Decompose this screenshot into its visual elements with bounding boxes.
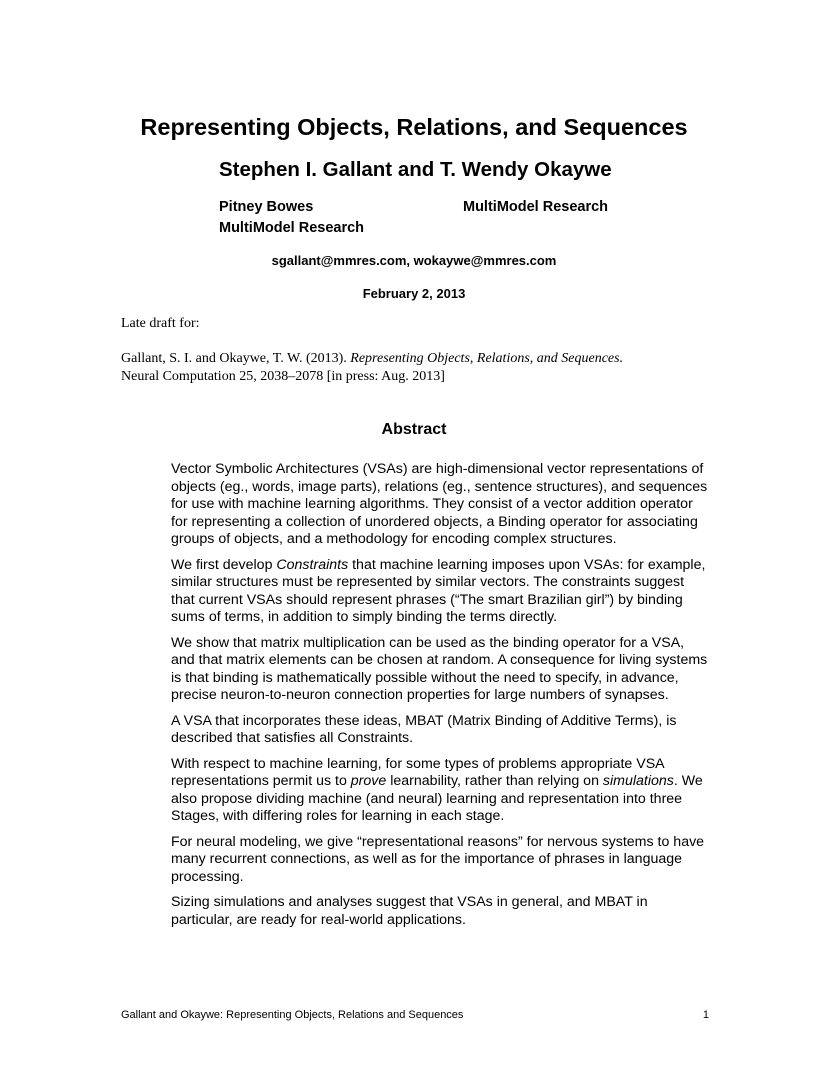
late-draft-note: Late draft for: bbox=[121, 316, 200, 331]
abstract-paragraph-7: Sizing simulations and analyses suggest that VSAs in general, and MBAT in particular, are ready for real-world applications. bbox=[171, 894, 648, 928]
paper-authors: Stephen I. Gallant and T. Wendy Okaywe bbox=[219, 158, 612, 181]
citation bbox=[121, 350, 623, 386]
affiliation-multimodel-left: MultiModel Research bbox=[219, 220, 365, 236]
abstract-p2-text-b: that machine learning imposes upon VSAs: for example, similar structures must be represented by similar vectors. The constraints suggest that current VSAs should represent phrases (“The smart Brazilian girl”) by binding sums of terms, in addition to simply binding the terms directly. bbox=[171, 556, 706, 625]
abstract-body bbox=[171, 461, 711, 937]
footer-running-title: Gallant and Okaywe: Representing Objects, Relations and Sequences bbox=[121, 1009, 464, 1021]
affiliation-pitney-bowes: Pitney Bowes bbox=[219, 199, 314, 215]
abstract-paragraph-6: For neural modeling, we give “representational reasons” for nervous systems to have many recurrent connections, as well as for the importance of phrases in language processing. bbox=[171, 833, 705, 885]
affiliation-multimodel-right: MultiModel Research bbox=[463, 199, 609, 215]
abstract-p5-text-b: learnability, rather than relying on bbox=[386, 773, 603, 789]
abstract-paragraph-3: We show that matrix multiplication can be used as the binding operator for a VSA, and that matrix elements can be chosen at random. A consequence for living systems is that binding is mathematically possible without the need to specify, in advance, precise neuron-to-neuron connection properties for large numbers of synapses. bbox=[171, 634, 708, 703]
abstract-p2-text-a: We first develop bbox=[171, 556, 277, 573]
page-number: 1 bbox=[702, 1009, 709, 1021]
author-emails: sgallant@mmres.com, wokaywe@mmres.com bbox=[271, 253, 557, 268]
citation-line-1 bbox=[121, 350, 623, 368]
abstract-heading: Abstract bbox=[381, 421, 447, 438]
abstract-p5-emphasis-simulations: simulations bbox=[602, 773, 674, 789]
abstract-p2-emphasis: Constraints bbox=[276, 556, 349, 573]
abstract-paragraph-4: A VSA that incorporates these ideas, MBAT (Matrix Binding of Additive Terms), is described that satisfies all Constraints. bbox=[171, 712, 677, 746]
citation-authors: Gallant, S. I. and Okaywe, T. W. (2013). bbox=[121, 351, 351, 366]
abstract-paragraph-2 bbox=[171, 557, 711, 627]
abstract-p5-text-c: . We also propose dividing machine (and neural) learning and representation into three Stages, with differing roles for learning in each stage. bbox=[171, 773, 703, 824]
abstract-paragraph-1: Vector Symbolic Architectures (VSAs) are high-dimensional vector representations of objects (eg., words, image parts), relations (eg., sentence structures), and sequences for use with machine learning algorithms. They consist of a vector addition operator for representing a collection of unordered objects, a Binding operator for associating groups of objects, and a methodology for encoding complex structures. bbox=[171, 461, 708, 547]
abstract-p5-text-a: With respect to machine learning, for some types of problems appropriate VSA representations permit us to bbox=[171, 755, 664, 789]
abstract-p5-emphasis-prove: prove bbox=[350, 773, 387, 789]
citation-title: Representing Objects, Relations, and Sequences. bbox=[350, 351, 624, 366]
paper-date: February 2, 2013 bbox=[362, 286, 466, 301]
citation-line-2: Neural Computation 25, 2038–2078 [in press: Aug. 2013] bbox=[121, 369, 445, 384]
paper-title: Representing Objects, Relations, and Sequences bbox=[140, 114, 688, 140]
abstract-paragraph-5 bbox=[171, 756, 711, 826]
